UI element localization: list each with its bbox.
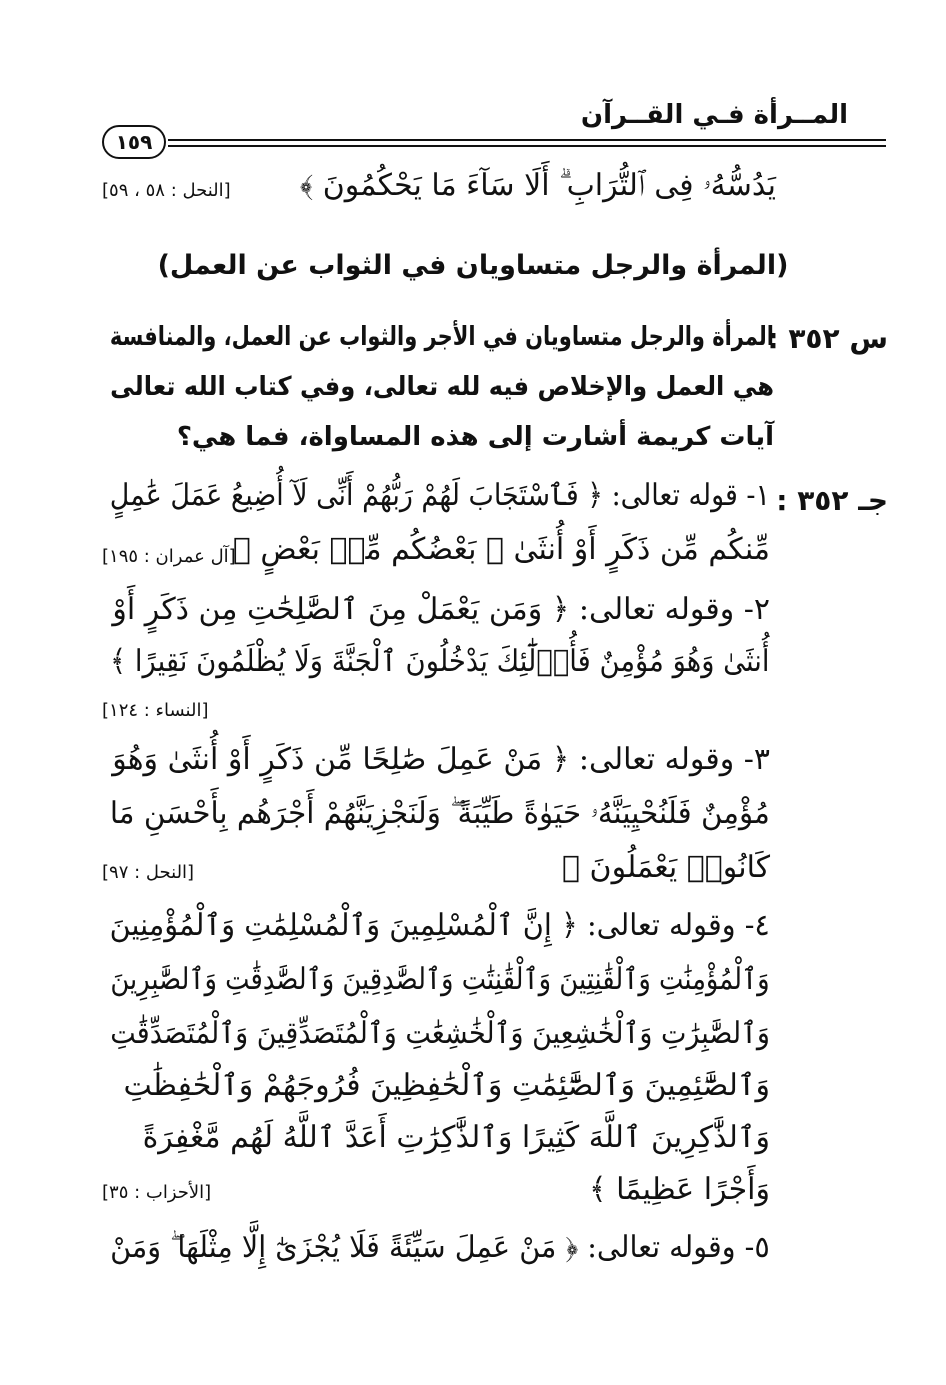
top-verse-reference: [النحل : ٥٨ ، ٥٩] [102,180,231,201]
answer-item-4-line-5: وَٱلذَّٰكِرِينَ ٱللَّهَ كَثِيرًا وَٱلذَّٰكِرَٰتِ أَعَدَّ ٱللَّهُ لَهُم مَّغْفِرَةً [142,1120,770,1155]
running-title: المــرأة فـي القــرآن [580,100,848,130]
question-line-1: المرأة والرجل متساويان في الأجر والثواب عن العمل، والمنافسة [109,322,775,352]
answer-item-1-line-1: ١- قوله تعالى: ﴿ فَٱسْتَجَابَ لَهُمْ رَبُّهُمْ أَنِّى لَآ أُضِيعُ عَمَلَ عَٰمِلٍ [109,478,770,513]
answer-item-4-line-3: وَٱلصَّٰبِرَٰتِ وَٱلْخَٰشِعِينَ وَٱلْخَٰشِعَٰتِ وَٱلْمُتَصَدِّقِينَ وَٱلْمُتَصَدِّقَٰتِ [110,1016,770,1051]
answer-item-1-line-2: مِّنكُم مِّن ذَكَرٍ أَوْ أُنثَىٰ ۖ بَعْضُكُم مِّنۢ بَعْضٍ ﴾ [232,532,770,567]
top-verse-text: يَدُسُّهُۥ فِى ٱلتُّرَابِ ۗ أَلَا سَآءَ مَا يَحْكُمُونَ ﴾ [299,168,776,203]
answer-item-4-line-6: وَأَجْرًا عَظِيمًا ﴾ [589,1172,770,1207]
header-rule [168,139,886,147]
answer-item-3-line-1: ٣- وقوله تعالى: ﴿ مَنْ عَمِلَ صَٰلِحًا مِّن ذَكَرٍ أَوْ أُنثَىٰ وَهُوَ [112,742,770,777]
answer-item-4-line-2: وَٱلْمُؤْمِنَٰتِ وَٱلْقَٰنِتِينَ وَٱلْقَٰنِتَٰتِ وَٱلصَّٰدِقِينَ وَٱلصَّٰدِقَٰتِ وَٱلصَّٰبِرِينَ [110,962,770,997]
answer-item-2-line-1: ٢- وقوله تعالى: ﴿ وَمَن يَعْمَلْ مِنَ ٱلصَّٰلِحَٰتِ مِن ذَكَرٍ أَوْ [112,592,770,627]
section-title: (المرأة والرجل متساويان في الثواب عن العمل) [157,250,789,281]
page-number: ١٥٩ [102,125,166,159]
question-line-3: آيات كريمة أشارت إلى هذه المساواة، فما هي؟ [176,422,774,452]
answer-item-5-line-1: ٥- وقوله تعالى: ﴿ مَنْ عَمِلَ سَيِّئَةً فَلَا يُجْزَىٰٓ إِلَّا مِثْلَهَا ۖ وَمَنْ [110,1230,770,1265]
answer-item-2-line-2: أُنثَىٰ وَهُوَ مُؤْمِنٌ فَأُو۟لَٰٓئِكَ يَدْخُلُونَ ٱلْجَنَّةَ وَلَا يُظْلَمُونَ نَقِيرًا ﴾ [110,644,770,679]
answer-item-3-reference: [النحل : ٩٧] [102,862,195,883]
answer-item-4-reference: [الأحزاب : ٣٥] [102,1182,212,1203]
answer-item-3-line-2: مُؤْمِنٌ فَلَنُحْيِيَنَّهُۥ حَيَوٰةً طَيِّبَةً ۖ وَلَنَجْزِيَنَّهُمْ أَجْرَهُم بِأَحْسَنِ مَا [109,796,770,831]
answer-item-2-reference: [النساء : ١٢٤] [102,700,209,721]
answer-item-1-reference: [آل عمران : ١٩٥] [102,546,236,567]
question-line-2: هي العمل والإخلاص فيه لله تعالى، وفي كتاب الله تعالى [110,372,774,402]
question-label: س ٣٥٢ : [767,322,888,355]
answer-item-4-line-1: ٤- وقوله تعالى: ﴿ إِنَّ ٱلْمُسْلِمِينَ وَٱلْمُسْلِمَٰتِ وَٱلْمُؤْمِنِينَ [109,908,770,943]
answer-item-3-line-3: كَانُوا۟ يَعْمَلُونَ ﴾ [562,850,770,885]
answer-item-4-line-4: وَٱلصَّٰٓئِمِينَ وَٱلصَّٰٓئِمَٰتِ وَٱلْحَٰفِظِينَ فُرُوجَهُمْ وَٱلْحَٰفِظَٰتِ [123,1068,770,1103]
answer-label: جـ ٣٥٢ : [776,484,888,517]
